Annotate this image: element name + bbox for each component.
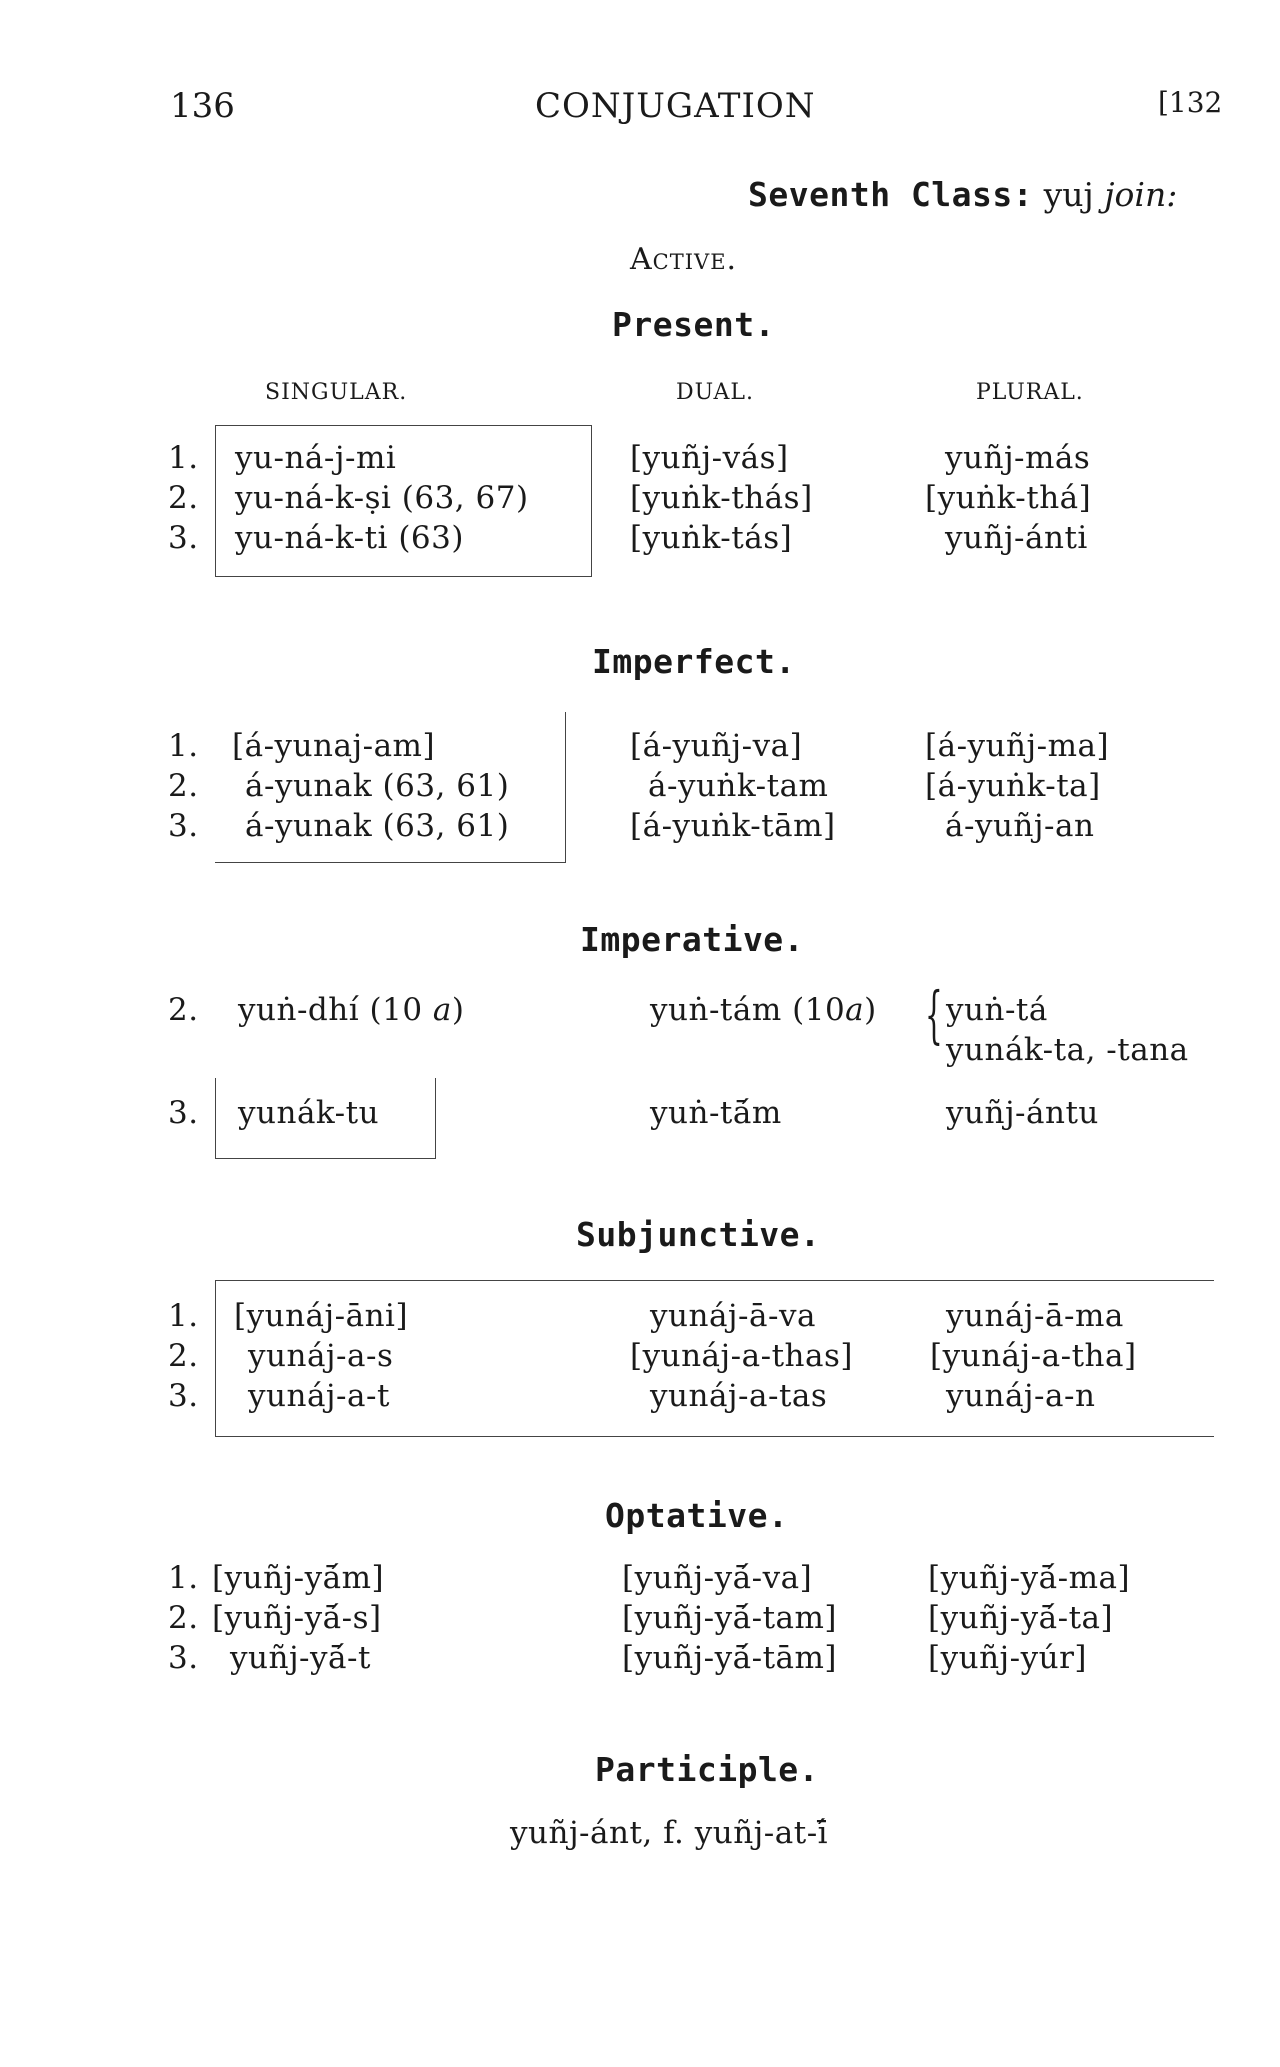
row-number: 3. xyxy=(168,1378,199,1414)
imperative-plural-3: yuñj-ántu xyxy=(946,1095,1099,1131)
imperfect-dual-3: [á-yuṅk-tām] xyxy=(630,808,836,844)
subjunctive-plural-3: yunáj-a-n xyxy=(946,1378,1096,1414)
optative-dual-2: [yuñj-yā́-tam] xyxy=(622,1600,838,1636)
subjunctive-title: Subjunctive. xyxy=(576,1215,821,1254)
imperative-singular-2-ref xyxy=(370,992,465,1028)
subjunctive-dual-3: yunáj-a-tas xyxy=(650,1378,828,1414)
subjunctive-plural-2: [yunáj-a-tha] xyxy=(930,1338,1137,1374)
present-plural-1: yuñj-más xyxy=(945,440,1091,476)
imperfect-singular-1: [á-yunaj-am] xyxy=(232,728,436,764)
row-number: 2. xyxy=(168,1338,199,1374)
ref-letter: a xyxy=(845,992,865,1028)
page-number: 136 xyxy=(170,86,235,126)
imperfect-plural-2: [á-yuṅk-ta] xyxy=(925,768,1101,804)
ref-number: (10 xyxy=(369,992,423,1028)
present-singular-3: yu-ná-k-ti (63) xyxy=(235,520,464,556)
row-number: 1. xyxy=(168,1298,199,1334)
present-title: Present. xyxy=(612,305,775,344)
subjunctive-dual-1: yunáj-ā-va xyxy=(650,1298,816,1334)
present-singular-2: yu-ná-k-ṣi (63, 67) xyxy=(235,480,529,516)
present-dual-2: [yuṅk-thás] xyxy=(630,480,813,516)
row-number: 2. xyxy=(168,992,199,1028)
row-number: 3. xyxy=(168,1640,199,1676)
subjunctive-singular-2: yunáj-a-s xyxy=(248,1338,394,1374)
column-singular: SINGULAR. xyxy=(265,380,408,405)
running-title: CONJUGATION xyxy=(535,86,816,126)
optative-singular-2: [yuñj-yā́-s] xyxy=(212,1600,382,1636)
imperative-singular-3: yunák-tu xyxy=(238,1095,380,1131)
imperfect-singular-3: á-yunak (63, 61) xyxy=(245,808,510,844)
optative-plural-2: [yuñj-yā́-ta] xyxy=(928,1600,1114,1636)
row-number: 2. xyxy=(168,768,199,804)
imperfect-plural-3: á-yuñj-an xyxy=(945,808,1095,844)
imperfect-plural-1: [á-yuñj-ma] xyxy=(925,728,1110,764)
row-number: 2. xyxy=(168,480,199,516)
class-heading-label: Seventh Class: xyxy=(748,175,1034,214)
present-plural-2: [yuṅk-thá] xyxy=(925,480,1092,516)
participle-forms: yuñj-ánt, f. yuñj-at-ī́ xyxy=(510,1815,829,1851)
present-dual-3: [yuṅk-tás] xyxy=(630,520,793,556)
optative-dual-3: [yuñj-yā́-tām] xyxy=(622,1640,838,1676)
row-number: 1. xyxy=(168,440,199,476)
imperative-dual-3: yuṅ-tā́m xyxy=(650,1095,782,1131)
optative-plural-3: [yuñj-yúr] xyxy=(928,1640,1088,1676)
present-dual-1: [yuñj-vás] xyxy=(630,440,789,476)
section-ref: [132 xyxy=(1158,86,1223,119)
class-heading-meaning: join: xyxy=(1104,175,1178,214)
optative-plural-1: [yuñj-yā́-ma] xyxy=(928,1560,1131,1596)
subjunctive-singular-1: [yunáj-āni] xyxy=(234,1298,409,1334)
imperative-plural-2a: yuṅ-tá xyxy=(946,992,1048,1028)
voice-label: Active. xyxy=(630,242,738,277)
ref-letter: a xyxy=(432,992,452,1028)
column-plural: PLURAL. xyxy=(976,380,1084,405)
present-plural-3: yuñj-ánti xyxy=(945,520,1088,556)
imperative-title: Imperative. xyxy=(580,920,805,959)
optative-singular-3: yuñj-yā́-t xyxy=(230,1640,371,1676)
row-number: 3. xyxy=(168,520,199,556)
imperfect-singular-2: á-yunak (63, 61) xyxy=(245,768,510,804)
imperative-plural-2b: yunák-ta, -tana xyxy=(946,1032,1189,1068)
optative-singular-1: [yuñj-yā́m] xyxy=(212,1560,385,1596)
imperfect-title: Imperfect. xyxy=(592,642,796,681)
imperative-dual-2-form: yuṅ-tám xyxy=(650,992,782,1028)
row-number: 3. xyxy=(168,808,199,844)
ref-close: ) xyxy=(451,992,465,1028)
optative-title: Optative. xyxy=(605,1496,789,1535)
column-dual: DUAL. xyxy=(676,380,754,405)
class-heading xyxy=(748,175,1177,214)
row-number: 1. xyxy=(168,728,199,764)
imperative-singular-2-form: yuṅ-dhí xyxy=(238,992,360,1028)
participle-title: Participle. xyxy=(595,1750,820,1789)
row-number: 2. xyxy=(168,1600,199,1636)
imperative-singular-2 xyxy=(238,992,465,1028)
plural-brace: { xyxy=(925,978,943,1051)
row-number: 1. xyxy=(168,1560,199,1596)
optative-dual-1: [yuñj-yā́-va] xyxy=(622,1560,813,1596)
ref-close: ) xyxy=(864,992,877,1028)
present-singular-1: yu-ná-j-mi xyxy=(235,440,397,476)
ref-number: (10 xyxy=(792,992,846,1028)
class-heading-root: yuj xyxy=(1043,175,1094,214)
imperative-dual-2 xyxy=(650,992,877,1028)
subjunctive-singular-3: yunáj-a-t xyxy=(248,1378,390,1414)
imperative-dual-2-ref xyxy=(792,992,877,1028)
subjunctive-plural-1: yunáj-ā-ma xyxy=(946,1298,1124,1334)
row-number: 3. xyxy=(168,1095,199,1131)
imperfect-dual-2: á-yuṅk-tam xyxy=(648,768,829,804)
imperfect-dual-1: [á-yuñj-va] xyxy=(630,728,803,764)
subjunctive-dual-2: [yunáj-a-thas] xyxy=(630,1338,853,1374)
